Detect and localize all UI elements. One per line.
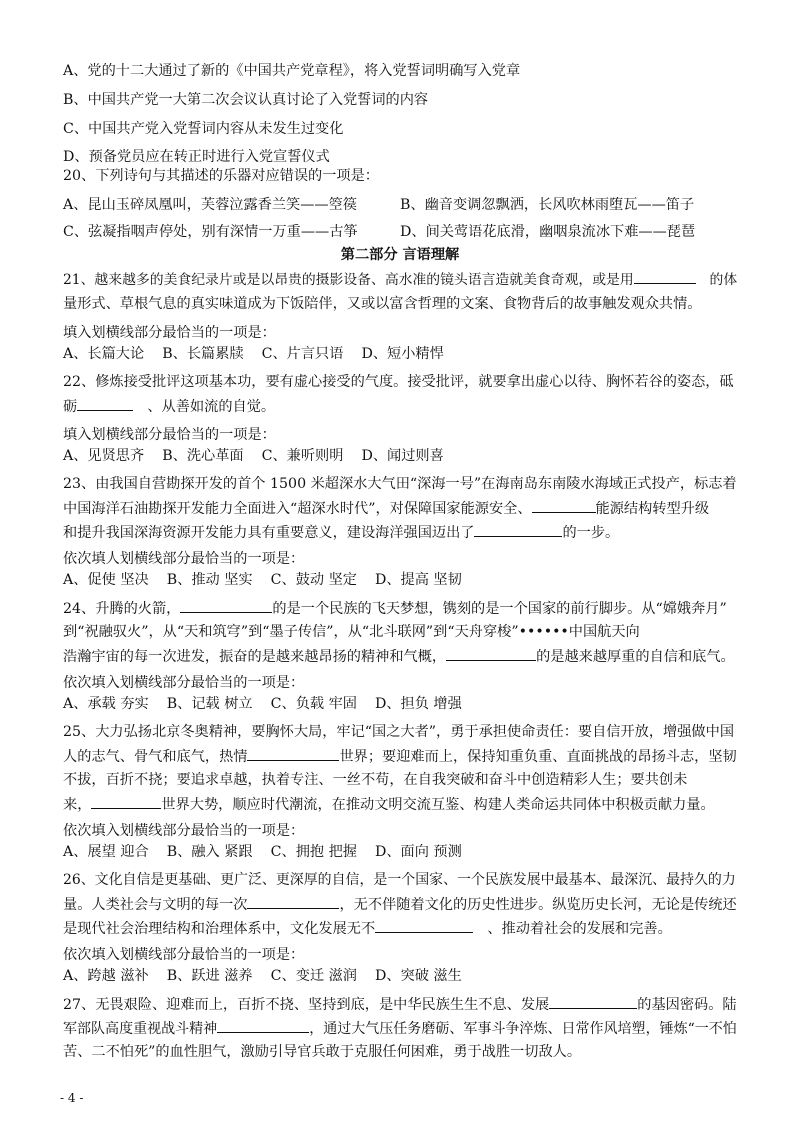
- q27-line-3: 苦、二不怕死”的血性胆气，激励引导官兵敢于克服任何困难，勇于战胜一切敌人。: [63, 1044, 582, 1060]
- q27-text-2b: ，通过大气压任务磨砺、军事斗争淬炼、日常作风培塑，锤炼“一不怕: [309, 1021, 737, 1037]
- q19-option-c: C、中国共产党入党誓词内容从未发生过变化: [63, 121, 344, 137]
- q20-option-a: A、昆山玉碎凤凰叫，芙蓉泣露香兰笑——箜篌: [63, 197, 357, 213]
- q26-text-3b: 、推动着社会的发展和完善。: [487, 921, 672, 937]
- q27-text-1a: 27、无畏艰险、迎难而上，百折不挠、坚持到底，是中华民族生生不息、发展: [63, 997, 550, 1013]
- q20-option-b: B、幽音变调忽飘洒，长风吹林雨堕瓦——笛子: [400, 197, 695, 213]
- q26-blank-2: [375, 918, 473, 933]
- q25-text-2a: 人的志气、骨气和底气，热情: [63, 749, 248, 765]
- q27-blank-2: [217, 1018, 309, 1033]
- q25-text-4b: 世界大势，顺应时代潮流，在推动文明交流互鉴、构建人类命运共同体中积极贡献力量。: [161, 797, 715, 813]
- q25-blank-2: [91, 794, 161, 809]
- q25-text-2b: 世界；要迎难而上，保持知重负重、直面挑战的昂扬斗志，坚韧: [339, 749, 737, 765]
- q23-text-2b: 能源结构转型升级: [595, 501, 710, 517]
- q23-line-1: 23、由我国自营勘探开发的首个 1500 米超深水大气田“深海一号”在海南岛东南陵水海域正式投产，标志着: [63, 476, 737, 492]
- q21-options: A、长篇大论 B、长篇累牍 C、片言只语 D、短小精悍: [63, 346, 444, 362]
- q26-options: A、跨越 滋补 B、跃进 滋养 C、变迁 滋润 D、突破 滋生: [63, 968, 462, 984]
- q24-text-1b: 的是一个民族的飞天梦想，镌刻的是一个国家的前行脚步。从“嫦娥奔月”: [272, 601, 727, 617]
- q24-blank-1: [180, 598, 272, 613]
- q25-line-3: 不拔，百折不挠；要追求卓越，执着专注、一丝不苟，在自我突破和奋斗中创造精彩人生；要共创未: [63, 772, 688, 788]
- q23-text-2a: 中国海洋石油勘探开发能力全面进入“超深水时代”，对保障国家能源安全、: [63, 501, 532, 517]
- q26-line-3: [63, 918, 739, 938]
- q27-text-1b: 的基因密码。陆: [637, 997, 737, 1013]
- q23-prompt: 依次填人划横线部分最恰当的一项是：: [63, 551, 305, 567]
- q22-options: A、见贤思齐 B、洗心革面 C、兼听则明 D、闻过则喜: [63, 448, 444, 464]
- q24-prompt: 依次填入划横线部分最恰当的一项是：: [63, 675, 305, 691]
- q23-blank-2: [474, 522, 562, 537]
- q25-blank-1: [247, 746, 339, 761]
- q27-line-1: [63, 994, 739, 1014]
- q22-text-2b: 、从善如流的自觉。: [147, 399, 276, 415]
- q25-prompt: 依次填入划横线部分最恰当的一项是：: [63, 823, 305, 839]
- q23-line-3: [63, 522, 739, 542]
- q24-text-1a: 24、升腾的火箭，: [63, 601, 181, 617]
- q24-line-1: [63, 598, 739, 618]
- q26-prompt: 依次填入划横线部分最恰当的一项是：: [63, 947, 305, 963]
- q20-option-c: C、弦凝指咽声停处，别有深情一万重——古筝: [63, 224, 358, 240]
- page-number: - 4 -: [60, 1091, 84, 1105]
- q25-text-4a: 来，: [63, 797, 92, 813]
- q23-blank-1: [532, 498, 596, 513]
- q21-line-1: [63, 269, 739, 289]
- q22-line-2: [63, 396, 739, 416]
- q21-line-2: 量形式、草根气息的真实味道成为下饭陪伴，又或以富含哲理的文案、食物背后的故事触发观众共情。: [63, 296, 702, 312]
- q23-options: A、促使 坚决 B、推动 坚实 C、鼓动 坚定 D、提高 坚韧: [63, 572, 462, 588]
- q21-text-1a: 21、越来越多的美食纪录片或是以昂贵的摄影设备、高水准的镜头语言造就美食奇观，或是用: [63, 272, 634, 288]
- q25-line-1: 25、大力弘扬北京冬奥精神，要胸怀大局，牢记“国之大者”，勇于承担使命责任：要自信开放，增强做中国: [63, 724, 735, 740]
- q26-text-2a: 量。人类社会与文明的每一次: [63, 897, 248, 913]
- q24-line-2: 到“祝融驭火”，从“天和筑穹”到“墨子传信”，从“北斗联网”到“天舟穿梭”••••••中国航天向: [63, 624, 640, 640]
- q19-option-a: A、党的十二大通过了新的《中国共产党章程》，将入党誓词明确写入党章: [63, 63, 521, 79]
- q26-line-1: 26、文化自信是更基础、更广泛、更深厚的自信，是一个国家、一个民族发展中最基本、最深沉、最持久的力: [63, 872, 736, 888]
- q25-line-4: [63, 794, 739, 814]
- q27-blank-1: [549, 994, 637, 1009]
- q26-blank-1: [247, 894, 339, 909]
- q19-option-b: B、中国共产党一大第二次会议认真讨论了入党誓词的内容: [63, 92, 429, 108]
- q25-options: A、展望 迎合 B、融入 紧跟 C、拥抱 把握 D、面向 预测: [63, 844, 462, 860]
- q24-line-3: [63, 646, 739, 666]
- q22-line-1: 22、修炼接受批评这项基本功，要有虚心接受的气度。接受批评，就要拿出虚心以待、胸怀若谷的姿态，砥: [63, 374, 734, 390]
- q27-line-2: [63, 1018, 739, 1038]
- q24-options: A、承载 夯实 B、记载 树立 C、负载 牢固 D、担负 增强: [63, 696, 462, 712]
- q23-line-2: [63, 498, 739, 518]
- q23-text-3a: 和提升我国深海资源开发能力具有重要意义，建设海洋强国迈出了: [63, 525, 475, 541]
- q21-blank: [634, 269, 696, 284]
- q24-text-3a: 浩瀚宇宙的每一次进发，振奋的是越来越昂扬的精神和气概，: [63, 649, 447, 665]
- q20-stem: 20、下列诗句与其描述的乐器对应错误的一项是：: [63, 168, 379, 184]
- section-title: 第二部分 言语理解: [340, 247, 460, 263]
- q26-text-2b: ，无不伴随着文化的历史性进步。纵览历史长河，无论是传统还: [339, 897, 737, 913]
- q21-text-1b: 的体: [709, 272, 738, 288]
- q26-text-3a: 是现代社会治理结构和治理体系中，文化发展无不: [63, 921, 376, 937]
- q24-blank-2: [446, 646, 536, 661]
- q21-prompt: 填入划横线部分最恰当的一项是：: [63, 325, 276, 341]
- q26-line-2: [63, 894, 739, 914]
- q23-text-3b: 的一步。: [562, 525, 620, 541]
- q27-text-2a: 军部队高度重视战斗精神: [63, 1021, 218, 1037]
- q24-text-3b: 的是越来越厚重的自信和底气。: [536, 649, 735, 665]
- q22-prompt: 填入划横线部分最恰当的一项是：: [63, 427, 276, 443]
- q25-line-2: [63, 746, 739, 766]
- q22-text-2a: 砺: [63, 399, 78, 415]
- q19-option-d: D、预备党员应在转正时进行入党宣誓仪式: [63, 149, 330, 165]
- q22-blank: [77, 396, 133, 411]
- q20-option-d: D、间关莺语花底滑，幽咽泉流冰下难——琵琶: [400, 224, 696, 240]
